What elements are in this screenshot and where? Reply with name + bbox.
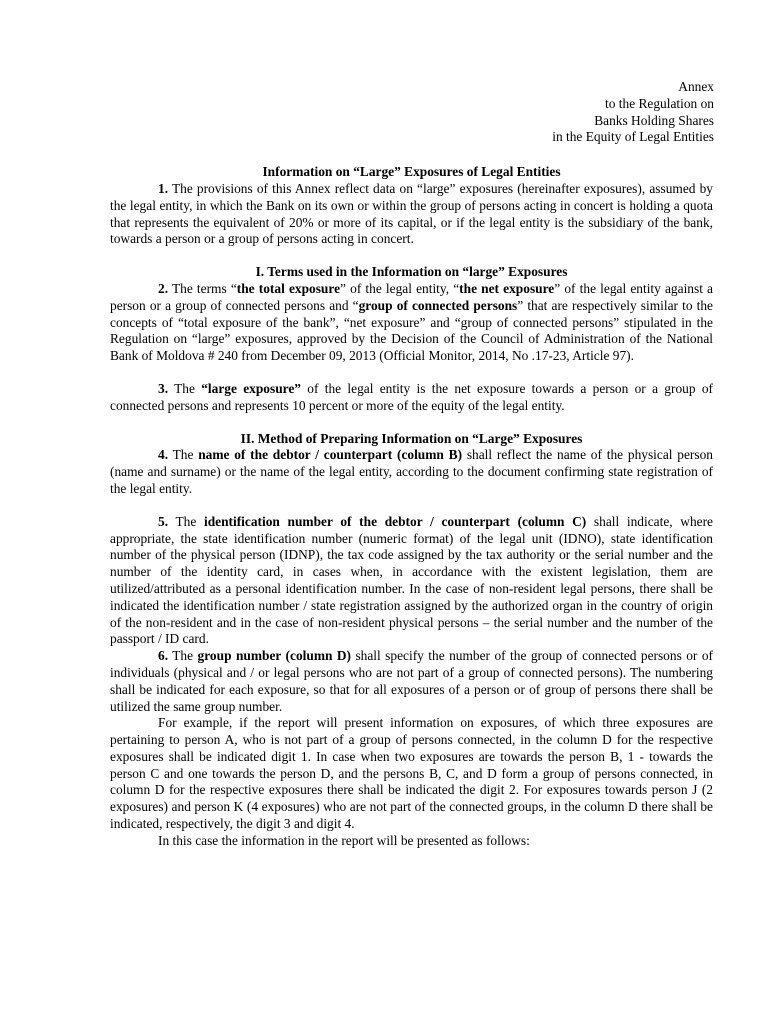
- document-title: Information on “Large” Exposures of Legal Entities: [262, 164, 561, 180]
- term-bold: group number (column D): [197, 648, 351, 664]
- section-1-title: I. Terms used in the Information on “large” Exposures: [255, 264, 568, 280]
- section-2-title: II. Method of Preparing Information on “Large” Exposures: [240, 430, 583, 446]
- annex-line: Annex: [678, 79, 714, 94]
- annex-line: in the Equity of Legal Entities: [552, 129, 714, 145]
- paragraph-number: 6.: [158, 648, 169, 664]
- paragraph-text: ” of the legal entity, “: [340, 280, 460, 296]
- paragraph-number: 4.: [158, 447, 169, 463]
- term-bold: “large exposure”: [201, 380, 301, 396]
- paragraph-text: The provisions of this Annex reflect data on “large” exposures (hereinafter exposures), assumed by the legal entity, in which the Bank on its own or within the group of persons acting in concert is holding a quota that represents the equivalent of 20% or more of its capital, or if the legal entity is the subsidiary of the bank, towards a person or a group of persons acting in concert.: [110, 180, 713, 247]
- paragraph-text: ” that are respectively similar to the concepts of “total exposure of the bank”, “net exposure” and “group of connected persons” stipulated in the Regulation on “large” exposures, approved by the Decision of the Council of Administration of the National Bank of Moldova # 240 from December 09, 2013 (Official Monitor, 2014, No .17-23, Article 97).: [110, 297, 713, 364]
- paragraph-6: [110, 648, 713, 715]
- annex-header: [110, 79, 714, 146]
- paragraph-text: The terms “: [168, 280, 237, 296]
- paragraph-4: [110, 447, 713, 497]
- paragraph-number: 5.: [158, 513, 169, 529]
- term-bold: name of the debtor / counterpart (column B): [198, 447, 463, 463]
- term-bold: group of connected persons: [358, 297, 518, 313]
- paragraph-number: 2.: [158, 280, 169, 296]
- paragraph-text: The: [168, 648, 198, 664]
- document-page: [110, 79, 713, 850]
- paragraph-number: 1.: [158, 180, 169, 196]
- paragraph-text: shall reflect the name of the physical person (name and surname) or the name of the legal entity, according to the document confirming state registration of the legal entity.: [110, 447, 713, 496]
- paragraph-2: [110, 281, 713, 365]
- paragraph-number: 3.: [158, 380, 169, 396]
- term-bold: the net exposure: [459, 280, 555, 296]
- paragraph-3: [110, 381, 713, 415]
- annex-line: to the Regulation on: [605, 95, 714, 111]
- paragraph-text: shall specify the number of the group of connected persons or of individuals (physical and / or legal persons who are not part of a group of connected persons). The numbering shall be indicated for each exposure, so that for all exposures of a person or of group of persons there shall be utilized the same group number.: [110, 648, 713, 714]
- paragraph-text: The: [168, 380, 202, 396]
- term-bold: the total exposure: [236, 280, 341, 296]
- paragraph-text: The: [168, 447, 199, 463]
- paragraph-1: [110, 181, 713, 248]
- paragraph-5: [110, 514, 713, 648]
- paragraph-text: ” of the legal entity against a person or a group of connected persons and “: [110, 280, 714, 313]
- term-bold: identification number of the debtor / counterpart (column C): [203, 513, 587, 529]
- paragraph-text: The: [168, 513, 204, 529]
- paragraph-text: shall indicate, where appropriate, the state identification number (numeric format) of the legal unit (IDNO), state identification number of the physical person (IDNP), the tax code assigned by the tax authority or the serial number and the number of the identity card, in cases when, in accordance with the existent legislation, them are utilized/attributed as a personal identification number. In the case of non-resident legal persons, there shall be indicated the identification number / state registration assigned by the authorized organ in the country of origin of the non-resident and in the case of non-resident physical persons – the serial number and the number of the passport / ID card.: [110, 513, 714, 647]
- paragraph-text: of the legal entity is the net exposure towards a person or a group of connected persons and represents 10 percent or more of the equity of the legal entity.: [110, 380, 713, 413]
- paragraph-presentation: In this case the information in the report will be presented as follows:: [158, 832, 530, 848]
- paragraph-example: For example, if the report will present information on exposures, of which three exposures are pertaining to person A, who is not part of a group of persons connected, in the column D for the respective exposures shall be indicated digit 1. In case when two exposures are towards the person B, 1 - towards the person C and one towards the person D, and the persons B, C, and D form a group of persons connected, in column D for the respective exposures there shall be indicated the digit 2. For exposures towards person J (2 exposures) and person K (4 exposures) who are not part of the connected groups, in the column D there shall be indicated, respectively, the digit 3 and digit 4.: [110, 715, 713, 832]
- annex-line: Banks Holding Shares: [594, 112, 714, 128]
